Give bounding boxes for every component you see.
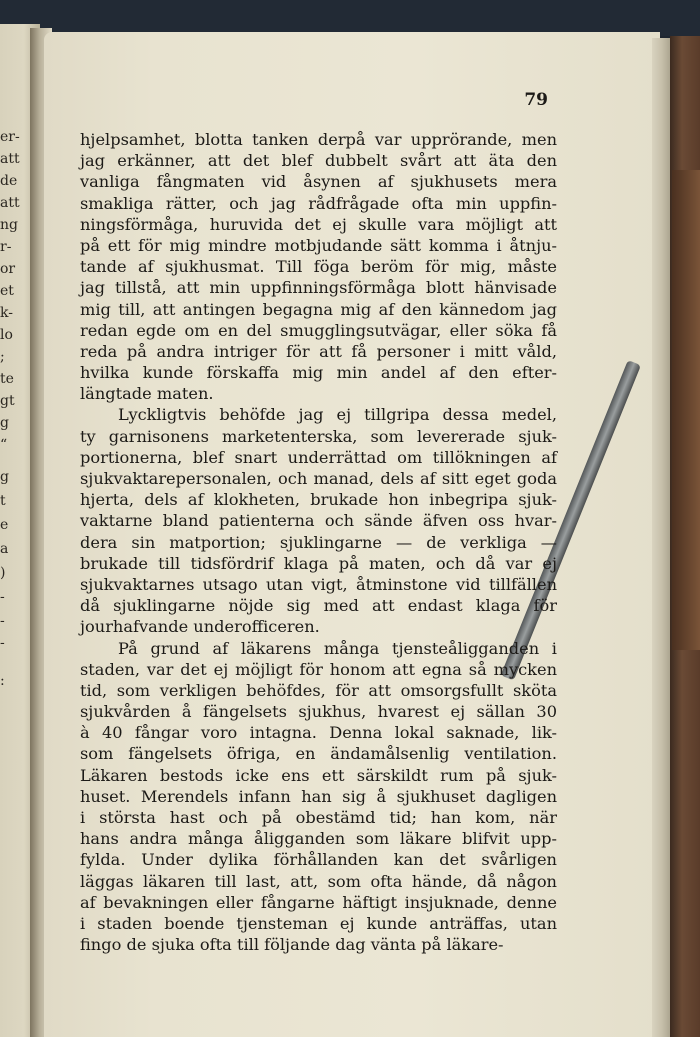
left-page-fragment: g	[0, 415, 9, 431]
text-line: jag erkänner, att det blef dubbelt svårt att äta den	[80, 151, 557, 171]
left-page-fragment: -	[0, 613, 5, 629]
body-text	[80, 129, 557, 955]
left-page-fragment: k-	[0, 305, 13, 321]
text-line: Lyckligtvis behöfde jag ej tillgripa dessa medel,	[118, 405, 557, 425]
page-fore-edge	[652, 38, 672, 1037]
left-page-fragment: att	[0, 151, 20, 167]
text-line: läggas läkaren till last, att, som ofta hände, då någon	[80, 871, 557, 891]
left-page-fragment: lo	[0, 327, 13, 343]
text-line: reda på andra intriger för att få personer i mitt våld,	[80, 341, 557, 361]
text-line: tid, som verkligen behöfdes, för att omsorgsfullt sköta	[80, 680, 557, 700]
text-line: sjukvaktarepersonalen, och manad, dels af sitt eget goda	[80, 469, 557, 488]
left-page-fragment: gt	[0, 393, 15, 409]
left-page-fragment: g	[0, 469, 9, 485]
text-line: hans andra många åligganden som läkare blifvit upp-	[80, 829, 557, 849]
text-line: som fängelsets öfriga, en ändamålsenlig ventilation.	[80, 744, 557, 764]
left-page-fragment: “	[0, 437, 8, 453]
left-page-fragment: r-	[0, 239, 12, 255]
text-line: portionerna, blef snart underrättad om tillökningen af	[80, 447, 557, 467]
text-line: dera sin matportion; sjuklingarne — de verkliga —	[80, 532, 557, 552]
bookmark-ribbon	[672, 170, 700, 650]
text-line: i största hast och på obestämd tid; han kom, när	[80, 808, 557, 827]
text-line: fingo de sjuka ofta till följande dag vänta på läkare-	[80, 935, 504, 955]
text-line: ningsförmåga, huruvida det ej skulle vara möjligt att	[80, 214, 557, 234]
left-page-fragment: -	[0, 589, 5, 605]
left-page-fragment: -	[0, 635, 5, 651]
dark-backdrop	[0, 0, 700, 36]
left-page-fragment: er-	[0, 129, 20, 145]
text-line: mig till, att antingen begagna mig af den kännedom jag	[80, 299, 557, 319]
text-line: jag tillstå, att min uppfinningsförmåga blott hänvisade	[80, 278, 557, 298]
left-page-fragment: de	[0, 173, 18, 189]
text-line: jourhafvande underofficeren.	[80, 617, 320, 637]
left-page-fragment: a	[0, 541, 9, 557]
left-page-fragment: ;	[0, 349, 5, 365]
left-page-fragment: t	[0, 493, 6, 509]
page-number: 79	[524, 90, 548, 110]
text-line: tande af sjukhusmat. Till föga beröm för mig, måste	[80, 257, 557, 277]
text-line: af bevakningen eller fångarne häftigt insjuknade, denne	[80, 892, 557, 912]
text-line: på ett för mig mindre motbjudande sätt komma i åtnju-	[80, 235, 557, 255]
left-page-fragment: )	[0, 565, 6, 581]
left-page-fragment: et	[0, 283, 14, 299]
text-line: à 40 fångar voro intagna. Denna lokal saknade, lik-	[80, 723, 557, 743]
text-line: smakliga rätter, och jag rådfrågade ofta min uppfin-	[80, 193, 557, 213]
text-line: På grund af läkarens många tjensteåligganden i	[118, 638, 557, 658]
left-page-fragment: :	[0, 673, 5, 689]
text-line: ty garnisonens marketenterska, som levererade sjuk-	[80, 426, 557, 446]
text-line: redan egde om en del smugglingsutvägar, eller söka få	[80, 320, 557, 340]
left-page-fragment: te	[0, 371, 14, 387]
text-line: längtade maten.	[80, 384, 214, 404]
text-line: då sjuklingarne nöjde sig med att endast klaga för	[80, 596, 557, 616]
text-line: vanliga fångmaten vid åsynen af sjukhusets mera	[80, 172, 557, 192]
left-page-fragment: ng	[0, 217, 18, 233]
text-line: staden, var det ej möjligt för honom att egna så mycken	[80, 659, 557, 679]
text-line: fylda. Under dylika förhållanden kan det svårligen	[80, 850, 557, 870]
text-line: huset. Merendels infann han sig å sjukhuset dagligen	[80, 786, 557, 806]
text-line: Läkaren bestods icke ens ett särskildt rum på sjuk-	[80, 765, 557, 785]
left-page-fragment: e	[0, 517, 9, 533]
text-line: hvilka kunde förskaffa mig min andel af den efter-	[80, 363, 557, 383]
text-line: brukade till tidsfördrif klaga på maten, och då var ej	[80, 553, 557, 573]
text-line: hjelpsamhet, blotta tanken derpå var upprörande, men	[80, 130, 557, 149]
text-line: i staden boende tjensteman ej kunde anträffas, utan	[80, 913, 557, 933]
left-page-fragment: or	[0, 261, 16, 277]
text-line: hjerta, dels af klokheten, brukade hon inbegripa sjuk-	[80, 490, 557, 510]
left-page-fragment: att	[0, 195, 20, 211]
text-line: sjukvaktarnes utsago utan vigt, åtminstone vid tillfällen	[80, 574, 557, 594]
text-line: vaktarne bland patienterna och sände äfven oss hvar-	[80, 511, 557, 531]
text-line: sjukvården å fängelsets sjukhus, hvarest ej sällan 30	[80, 702, 557, 722]
